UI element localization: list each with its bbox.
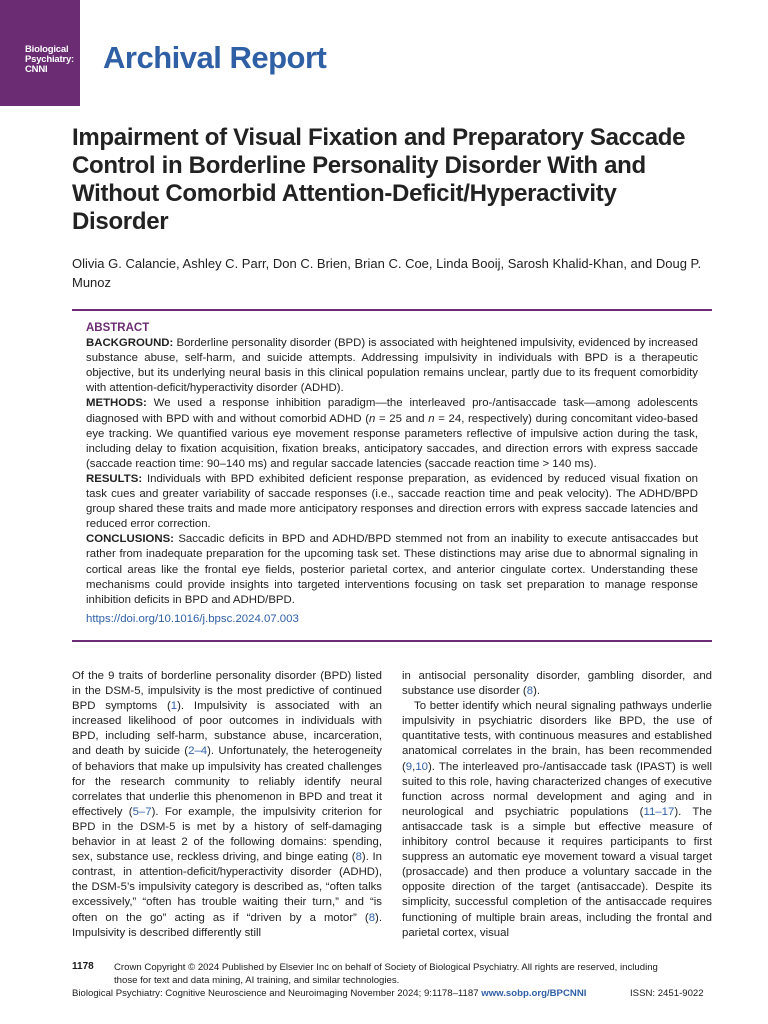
citation-link[interactable]: 10 bbox=[415, 760, 428, 773]
body-text: To better identify which neural signaling pathways underlie impulsivity in psychiatric disorders like BPD, the use of quantitative tests, with continuous measures and established anatomical correlates in the brain, has been recommended ( bbox=[402, 700, 712, 773]
body-text: ). bbox=[533, 685, 541, 698]
body-paragraph bbox=[402, 669, 712, 699]
background-label: BACKGROUND: bbox=[86, 337, 174, 350]
body-text: ). Impulsivity is described differently still bbox=[72, 911, 382, 939]
abstract-background bbox=[86, 336, 698, 396]
conclusions-label: CONCLUSIONS: bbox=[86, 533, 174, 546]
body-left-column bbox=[72, 669, 382, 941]
methods-label: METHODS: bbox=[86, 397, 147, 410]
author-list: Olivia G. Calancie, Ashley C. Parr, Don C. Brien, Brian C. Coe, Linda Booij, Sarosh Khalid-Khan, and Doug P. Munoz bbox=[72, 256, 702, 290]
journal-tab-line-3: CNNI bbox=[25, 64, 48, 75]
journal-tab-line-2: Psychiatry: bbox=[25, 54, 75, 65]
body-right-column bbox=[402, 669, 712, 941]
body-text: ). The antisaccade task is a simple but effective measure of inhibitory control because it requires participants to first suppress an automatic eye movement toward a visual target (prosaccade) and then produce a voluntary saccade in the opposite direction of the target (antisaccade). Despite its simplicity, successful completion of the antisaccade requires functioning of multiple brain areas, including the frontal and parietal cortex, visual bbox=[402, 805, 713, 939]
methods-text-c: = 24, respectively) during concomitant video-based eye tracking. We quantified various eye movement response parameters reflective of impulsive action during the task, including delay to fixation acquisition, fixation breaks, anticipatory saccades, and direction errors with express saccade (saccade reaction time: 90–140 ms) and regular saccade latencies (saccade reaction time > 140 ms). bbox=[86, 412, 698, 470]
methods-text-b: = 25 and bbox=[375, 412, 429, 425]
abstract-conclusions bbox=[86, 532, 698, 607]
citation-link[interactable]: 5–7 bbox=[132, 805, 152, 818]
citation-link[interactable]: 1 bbox=[170, 700, 178, 713]
body-text: Of the 9 traits of borderline personality disorder (BPD) listed in the DSM-5, impulsivity is the most predictive of continued BPD symptoms ( bbox=[72, 670, 382, 713]
article-title: Impairment of Visual Fixation and Preparatory Saccade Control in Borderline Personality Disorder With and Without Comorbid Attention-Deficit/Hyperactivity Disorder bbox=[72, 124, 686, 235]
background-text: Borderline personality disorder (BPD) is associated with heightened impulsivity, evidenced by increased substance abuse, self-harm, and suicide attempts. Addressing impulsivity in individuals with BPD is a therapeutic objective, but its underlying neural basis in this clinical population remains unclear, partly due to its frequent comorbidity with attention-deficit/hyperactivity disorder (ADHD). bbox=[86, 337, 698, 395]
abstract bbox=[86, 321, 698, 608]
doi-link[interactable]: https://doi.org/10.1016/j.bpsc.2024.07.003 bbox=[86, 613, 299, 625]
abstract-bottom-rule bbox=[72, 640, 712, 642]
page-number: 1178 bbox=[72, 961, 94, 972]
journal-tab-line-1: Biological bbox=[25, 44, 69, 55]
body-paragraph bbox=[72, 669, 382, 941]
journal-citation bbox=[72, 988, 586, 999]
body-text: ). The interleaved pro-/antisaccade task (IPAST) is well suited to this role, having characterized changes of executive function across normal development and aging and in neurological and psychiatric populations ( bbox=[402, 760, 712, 818]
body-text: ). Impulsivity is associated with an increased likelihood of poor outcomes in individuals with BPD, including self-harm, substance abuse, incarceration, and death by suicide ( bbox=[72, 700, 382, 758]
section-heading: Archival Report bbox=[103, 40, 327, 75]
journal-url-link[interactable]: www.sobp.org/BPCNNI bbox=[481, 988, 587, 999]
body-text: , bbox=[412, 760, 416, 773]
methods-n2: n bbox=[428, 412, 435, 425]
citation-link[interactable]: 8 bbox=[355, 851, 362, 864]
citation-link[interactable]: 8 bbox=[368, 911, 376, 924]
body-text: in antisocial personality disorder, gambling disorder, and substance use disorder ( bbox=[402, 670, 712, 698]
citation-link[interactable]: 11–17 bbox=[643, 805, 675, 818]
methods-text-a: We used a response inhibition paradigm—the interleaved pro-/antisaccade task—among adolescents diagnosed with BPD with and without comorbid ADHD ( bbox=[86, 397, 699, 425]
methods-n: n bbox=[369, 412, 376, 425]
citation-link[interactable]: 8 bbox=[526, 685, 534, 698]
abstract-results bbox=[86, 472, 698, 532]
journal-tab bbox=[0, 0, 80, 106]
results-label: RESULTS: bbox=[86, 472, 143, 485]
abstract-heading: ABSTRACT bbox=[86, 322, 150, 334]
body-text: ). In contrast, in attention-deficit/hyperactivity disorder (ADHD), the DSM-5’s impulsivity category is described as, “often talks excessively,” “often has trouble waiting their turn,” and “is often on the go” acting as if “driven by a motor” ( bbox=[72, 851, 382, 924]
conclusions-text: Saccadic deficits in BPD and ADHD/BPD stemmed not from an inability to execute antisaccades but rather from inadequate preparation for the upcoming task set. These distinctions may arise due to abnormal signaling in cortical areas like the frontal eye fields, posterior parietal cortex, and anterior cingulate cortex. Understanding these mechanisms could provide insights into targeted interventions focusing on task set preparation to manage response inhibition deficits in BPD and ADHD/BPD. bbox=[86, 533, 698, 606]
issn: ISSN: 2451-9022 bbox=[630, 988, 704, 999]
citation-link[interactable]: 2–4 bbox=[188, 745, 208, 758]
citation-link[interactable]: 9 bbox=[405, 760, 413, 773]
journal-citation-text: Biological Psychiatry: Cognitive Neuroscience and Neuroimaging November 2024; 9:1178–1187 bbox=[72, 988, 479, 999]
abstract-methods bbox=[86, 396, 698, 471]
journal-tab-label bbox=[25, 45, 74, 75]
abstract-top-rule bbox=[72, 309, 712, 311]
body-text: ). Unfortunately, the heterogeneity of behaviors that make up impulsivity has created challenges for the research community to reliably identify neural correlates that underlie this phenomenon in BPD and treat it effectively ( bbox=[72, 745, 382, 818]
body-text: ). For example, the impulsivity criterion for BPD in the DSM-5 is met by a history of self-damaging behavior in at least 2 of the following domains: spending, sex, substance use, reckless driving, and binge eating ( bbox=[72, 805, 382, 864]
copyright-notice: Crown Copyright © 2024 Published by Elsevier Inc on behalf of Society of Biological Psychiatry. All rights are reserved, including those for text and data mining, AI training, and similar technologies. bbox=[114, 962, 658, 986]
results-text: Individuals with BPD exhibited deficient response preparation, as evidenced by reduced visual fixation on task cues and greater variability of saccade responses (i.e., saccade reaction time and peak velocity). The ADHD/BPD group shared these traits and made more anticipatory responses and direction errors with express saccade latencies and reduced error correction. bbox=[86, 472, 698, 531]
body-paragraph bbox=[402, 699, 712, 941]
